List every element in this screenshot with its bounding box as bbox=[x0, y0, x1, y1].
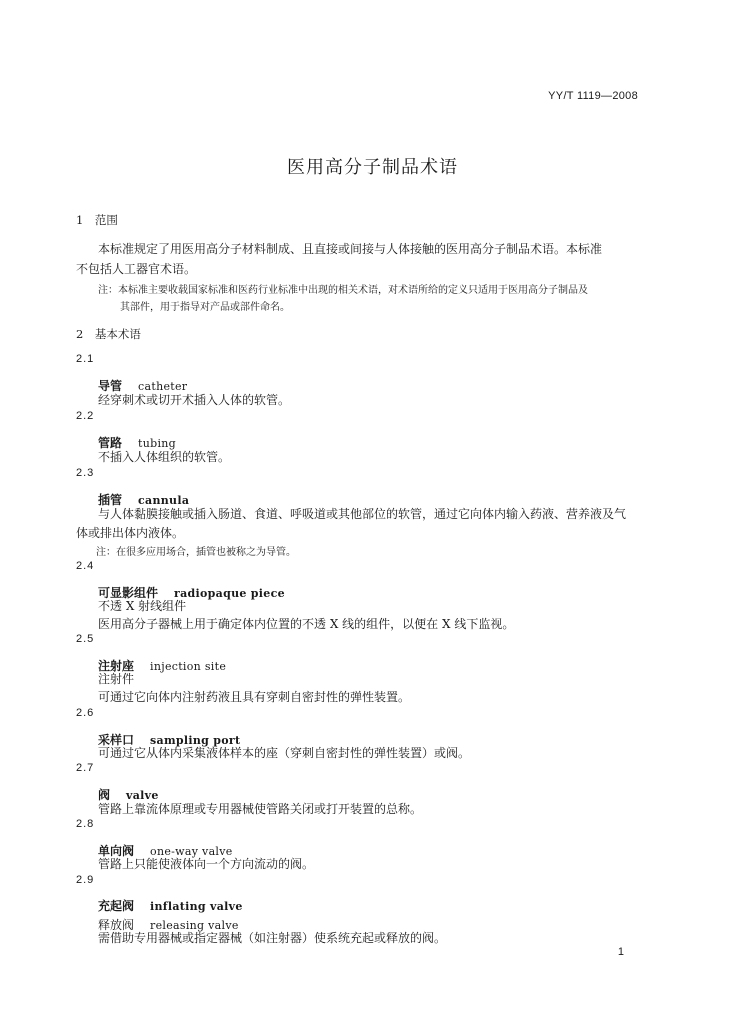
term-definition: 不插入人体组织的软管。 bbox=[98, 450, 231, 464]
term-en: valve bbox=[126, 789, 159, 802]
term-definition: 可通过它向体内注射药液且具有穿刺自密封性的弹性装置。 bbox=[98, 690, 411, 704]
term-en: injection site bbox=[150, 660, 227, 673]
term-definition: 需借助专用器械或指定器械（如注射器）使系统充起或释放的阀。 bbox=[98, 931, 447, 945]
document-title: 医用高分子制品术语 bbox=[287, 157, 458, 178]
section-heading-terms: 2 基本术语 bbox=[76, 327, 141, 341]
term-number: 2.6 bbox=[76, 707, 95, 719]
term-number: 2.9 bbox=[76, 874, 95, 886]
term-alternative: 不透 X 射线组件 bbox=[98, 599, 187, 613]
scope-paragraph-line1: 本标准规定了用医用高分子材料制成、且直接或间接与人体接触的医用高分子制品术语。本标准 bbox=[98, 242, 603, 256]
term-definition: 可通过它从体内采集液体样本的座（穿刺自密封性的弹性装置）或阀。 bbox=[98, 746, 471, 760]
term-number: 2.3 bbox=[76, 467, 95, 479]
term-definition: 管路上只能使液体向一个方向流动的阀。 bbox=[98, 857, 315, 871]
term-alt-en: releasing valve bbox=[150, 919, 239, 932]
term-en: cannula bbox=[138, 494, 190, 507]
section-heading-scope: 1 范围 bbox=[76, 213, 118, 227]
term-definition: 经穿刺术或切开术插入人体的软管。 bbox=[98, 393, 291, 407]
term-cn: 可显影组件 bbox=[98, 586, 159, 600]
term-number: 2.5 bbox=[76, 633, 95, 645]
term-number: 2.7 bbox=[76, 762, 95, 774]
term-definition: 管路上靠流体原理或专用器械使管路关闭或打开装置的总称。 bbox=[98, 802, 423, 816]
term-alt-cn: 释放阀 bbox=[98, 918, 135, 932]
term-cn: 插管 bbox=[98, 493, 123, 507]
term-number: 2.1 bbox=[76, 353, 95, 365]
scope-paragraph-line2: 不包括人工器官术语。 bbox=[76, 262, 197, 276]
term-number: 2.2 bbox=[76, 410, 95, 422]
term-cn: 充起阀 bbox=[98, 899, 135, 913]
term-cn: 注射座 bbox=[98, 659, 135, 673]
term-en: catheter bbox=[138, 380, 188, 393]
term-alternative: 注射件 bbox=[98, 672, 135, 686]
term-cn: 采样口 bbox=[98, 733, 135, 747]
term-en: sampling port bbox=[150, 734, 241, 747]
standard-number: YY/T 1119—2008 bbox=[548, 90, 638, 102]
term-definition-line1: 与人体黏膜接触或插入肠道、食道、呼吸道或其他部位的软管，通过它向体内输入药液、营养液及气 bbox=[98, 507, 627, 521]
term-en: inflating valve bbox=[150, 900, 243, 913]
term-en: radiopaque piece bbox=[174, 587, 285, 600]
scope-note-line2: 其部件，用于指导对产品或部件命名。 bbox=[120, 302, 290, 313]
term-note: 注：在很多应用场合，插管也被称之为导管。 bbox=[96, 547, 296, 558]
term-cn: 阀 bbox=[98, 788, 111, 802]
term-cn: 导管 bbox=[98, 379, 123, 393]
term-en: one-way valve bbox=[150, 845, 233, 858]
term-definition: 医用高分子器械上用于确定体内位置的不透 X 线的组件，以便在 X 线下监视。 bbox=[98, 617, 515, 631]
term-definition-line2: 体或排出体内液体。 bbox=[76, 526, 185, 540]
scope-note-line1: 注：本标准主要收载国家标准和医药行业标准中出现的相关术语，对术语所给的定义只适用于医用高分子制品及 bbox=[98, 285, 588, 296]
term-cn: 管路 bbox=[98, 436, 123, 450]
page-number: 1 bbox=[617, 946, 624, 958]
term-number: 2.4 bbox=[76, 560, 95, 572]
term-cn: 单向阀 bbox=[98, 844, 135, 858]
term-en: tubing bbox=[138, 437, 177, 450]
term-number: 2.8 bbox=[76, 818, 95, 830]
